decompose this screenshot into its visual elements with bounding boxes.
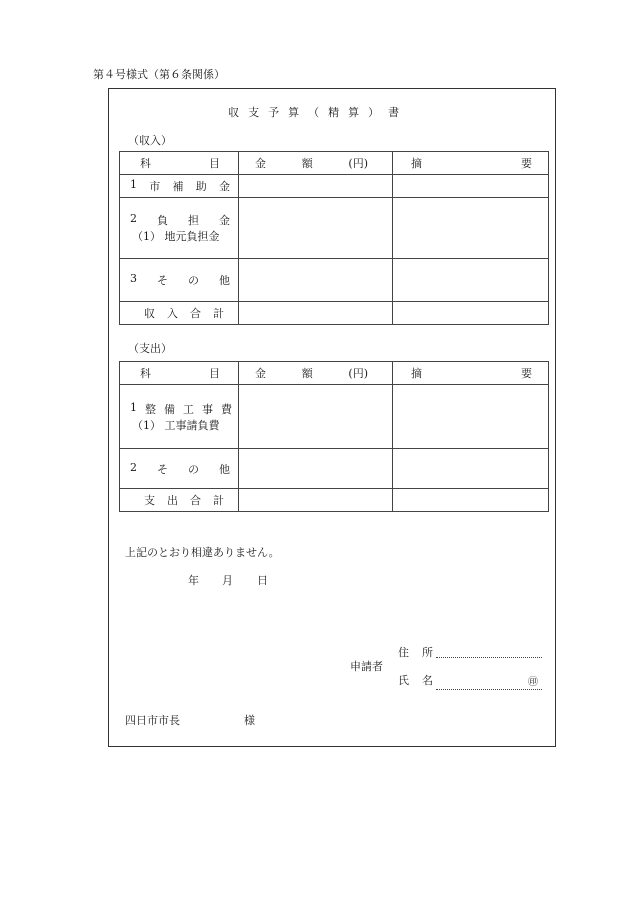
header-subject-1: 科 [140, 157, 151, 170]
date-year-label: 年 [188, 574, 199, 587]
total-label-char: 支 [144, 494, 155, 507]
header-summary-2: 要 [521, 157, 532, 170]
row-number: 2 [130, 460, 137, 474]
expense-row-other [120, 449, 549, 489]
row-label-char: 負 [157, 214, 168, 227]
row-label-char: 他 [219, 462, 230, 476]
row-number: 3 [130, 272, 137, 285]
row-number: 1 [130, 178, 137, 191]
row-label-char: の [188, 462, 199, 476]
row-label-char: 工 [183, 402, 194, 416]
address-label-1: 住 [398, 646, 409, 659]
row-label-char: 他 [219, 274, 230, 287]
summary-cell[interactable] [393, 385, 549, 449]
addressee-name: 四日市市長 [125, 714, 180, 727]
row-label-char: 金 [219, 214, 230, 227]
date-month-label: 月 [222, 574, 233, 587]
summary-cell[interactable] [393, 175, 549, 198]
form-title: 収 支 予 算 （ 精 算 ） 書 [228, 106, 402, 119]
header-subject-1: 科 [140, 367, 151, 380]
row-label-char: 事 [202, 402, 213, 416]
row-sub-item: （1） 工事請負費 [132, 418, 220, 432]
row-label-char: 補 [172, 180, 184, 193]
expense-total-row [120, 489, 549, 512]
income-section-label: （収入） [128, 134, 172, 147]
header-summary-2: 要 [521, 367, 532, 380]
form-number-label: 第４号様式（第６条関係） [93, 68, 225, 81]
row-label-char: 金 [219, 180, 230, 193]
addressee-honorific: 様 [244, 714, 255, 727]
name-label-1: 氏 [398, 674, 409, 687]
header-amount-unit: (円) [348, 367, 368, 380]
header-amount-1: 金 [255, 367, 266, 380]
header-subject-2: 目 [209, 157, 220, 170]
header-summary-1: 摘 [411, 157, 422, 170]
income-table [119, 151, 549, 325]
row-number: 1 [130, 400, 137, 414]
date-day-label: 日 [257, 574, 268, 587]
summary-cell[interactable] [393, 198, 549, 259]
row-label-char: 担 [188, 214, 199, 227]
expense-table [119, 361, 549, 512]
declaration-text: 上記のとおり相違ありません。 [125, 546, 280, 559]
header-amount-2: 額 [301, 367, 313, 380]
name-label-2: 名 [422, 674, 433, 687]
amount-cell[interactable] [239, 175, 393, 198]
amount-cell[interactable] [239, 449, 393, 489]
row-label-char: 費 [221, 402, 232, 416]
expense-row-construction [120, 385, 549, 449]
expense-header-row [120, 362, 549, 385]
header-amount-unit: (円) [348, 157, 368, 170]
header-amount-1: 金 [255, 157, 266, 170]
header-subject-2: 目 [209, 367, 220, 380]
row-label-char: 備 [164, 402, 175, 416]
amount-cell[interactable] [239, 489, 393, 512]
row-sub-item: （1） 地元負担金 [132, 230, 220, 243]
header-amount-2: 額 [301, 157, 313, 170]
row-number: 2 [130, 212, 137, 225]
amount-cell[interactable] [239, 302, 393, 325]
expense-section-label: （支出） [128, 342, 172, 355]
applicant-label: 申請者 [350, 660, 383, 673]
address-label-2: 所 [422, 646, 433, 659]
total-label-char: 合 [190, 494, 201, 507]
summary-cell[interactable] [393, 302, 549, 325]
total-label-char: 計 [213, 307, 224, 320]
total-label-char: 収 [144, 307, 155, 320]
header-summary-1: 摘 [411, 367, 422, 380]
summary-cell[interactable] [393, 489, 549, 512]
amount-cell[interactable] [239, 259, 393, 302]
row-label-char: の [188, 274, 199, 287]
amount-cell[interactable] [239, 198, 393, 259]
income-row-other [120, 259, 549, 302]
row-label-char: 市 [149, 180, 161, 193]
row-label-char: 整 [145, 402, 156, 416]
address-field[interactable] [436, 657, 542, 658]
income-row-contribution [120, 198, 549, 259]
summary-cell[interactable] [393, 259, 549, 302]
total-label-char: 計 [213, 494, 224, 507]
seal-mark-icon: ㊞ [528, 677, 538, 688]
summary-cell[interactable] [393, 449, 549, 489]
name-field[interactable] [436, 689, 542, 690]
income-row-subsidy [120, 175, 549, 198]
row-label-char: そ [157, 462, 168, 476]
total-label-char: 合 [190, 307, 201, 320]
total-label-char: 入 [167, 307, 178, 320]
amount-cell[interactable] [239, 385, 393, 449]
row-label-char: 助 [195, 180, 207, 193]
income-total-row [120, 302, 549, 325]
row-label-char: そ [157, 274, 168, 287]
income-header-row [120, 152, 549, 175]
total-label-char: 出 [167, 494, 178, 507]
